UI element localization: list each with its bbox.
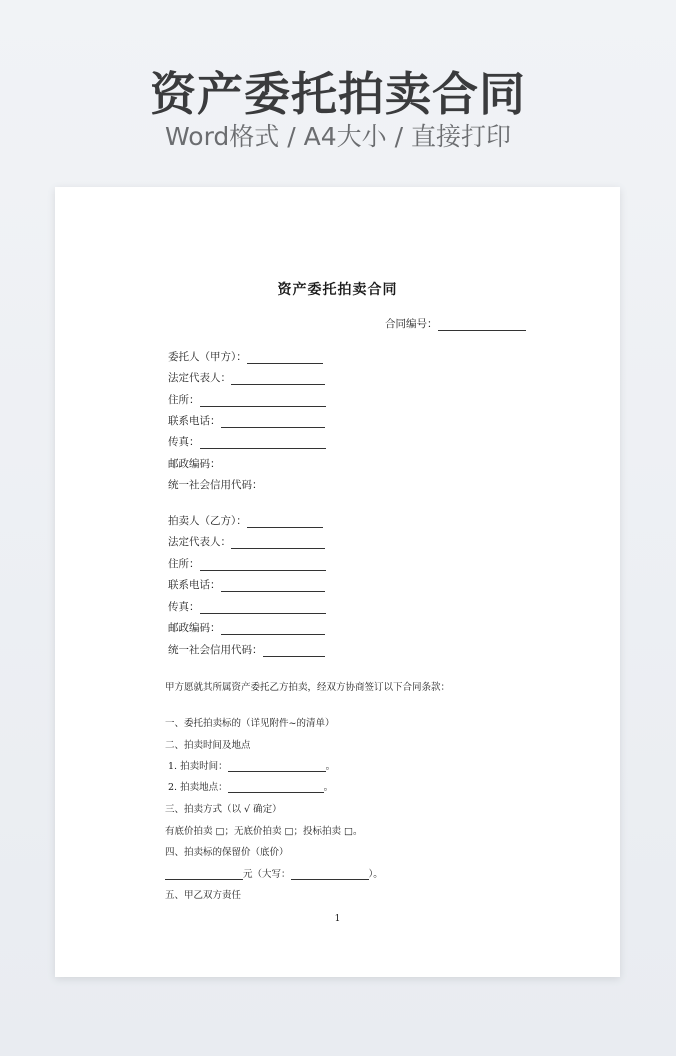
field-blank [228,761,326,772]
field-label: 2. 拍卖地点： [168,782,228,793]
field-blank [247,353,323,364]
field-label: 法定代表人： [168,372,231,384]
party-b-fax-field [168,599,326,614]
field-blank [200,396,326,407]
field-label: 委托人（甲方）： [168,351,247,363]
field-blank [221,581,325,592]
field-label: 1. 拍卖时间： [168,761,228,772]
document-page [55,187,620,977]
contract-number-label: 合同编号： [385,318,438,330]
field-label: 住所： [168,394,200,406]
field-blank [200,603,326,614]
party-a-fax-field [168,434,326,449]
party-b-address-field [168,556,326,571]
yuan-label: 元（大写： [243,869,291,880]
contract-number-field [385,316,526,331]
clause-3-heading: 三、拍卖方式（以 √ 确定） [165,804,282,815]
party-a-legal-rep-field [168,370,325,385]
clause-5-heading: 五、甲乙双方责任 [165,890,242,901]
auction-methods-line: 有底价拍卖 □；无底价拍卖 □；投标拍卖 □。 [165,826,363,837]
field-blank [221,624,325,635]
field-blank [231,374,325,385]
auction-time-field [168,758,335,772]
field-label: 统一社会信用代码： [168,479,263,491]
auction-place-field [168,779,333,793]
field-blank [247,517,323,528]
field-blank [200,438,326,449]
yuan-end: ）。 [368,869,383,880]
party-a-postcode-field [168,456,221,471]
clause-2-heading: 二、拍卖时间及地点 [165,740,251,751]
party-a-phone-field [168,413,325,428]
document-title: 资产委托拍卖合同 [277,282,398,298]
field-end: 。 [325,761,336,772]
reserve-price-field [165,866,383,880]
field-label: 法定代表人： [168,536,231,548]
intro-paragraph: 甲方愿就其所属资产委托乙方拍卖，经双方协商签订以下合同条款： [165,682,451,693]
party-a-client-field [168,349,323,364]
banner-title: 资产委托拍卖合同 [150,67,526,121]
party-a-credit-code-field [168,477,263,492]
field-label: 统一社会信用代码： [168,644,263,656]
contract-number-blank [438,320,526,331]
party-b-credit-code-field [168,642,325,657]
party-b-phone-field [168,577,325,592]
field-label: 住所： [168,558,200,570]
field-label: 传真： [168,601,200,613]
party-b-auctioneer-field [168,513,323,528]
party-a-address-field [168,392,326,407]
banner-subtitle: Word格式 / A4大小 / 直接打印 [165,122,511,151]
field-label: 邮政编码： [168,622,221,634]
field-end: 。 [323,782,334,793]
party-b-postcode-field [168,620,325,635]
field-label: 联系电话： [168,415,221,427]
field-blank [231,538,325,549]
amount-blank [165,869,243,880]
field-blank [228,782,324,793]
field-label: 联系电话： [168,579,221,591]
field-blank [263,646,325,657]
field-blank [200,560,326,571]
field-label: 邮政编码： [168,458,221,470]
amount-words-blank [291,869,369,880]
field-label: 拍卖人（乙方）： [168,515,247,527]
page-number: 1 [334,914,341,924]
clause-1-heading: 一、委托拍卖标的（详见附件~的清单） [165,718,335,729]
field-blank [221,417,325,428]
party-b-legal-rep-field [168,534,325,549]
field-label: 传真： [168,436,200,448]
clause-4-heading: 四、拍卖标的保留价（底价） [165,847,289,858]
